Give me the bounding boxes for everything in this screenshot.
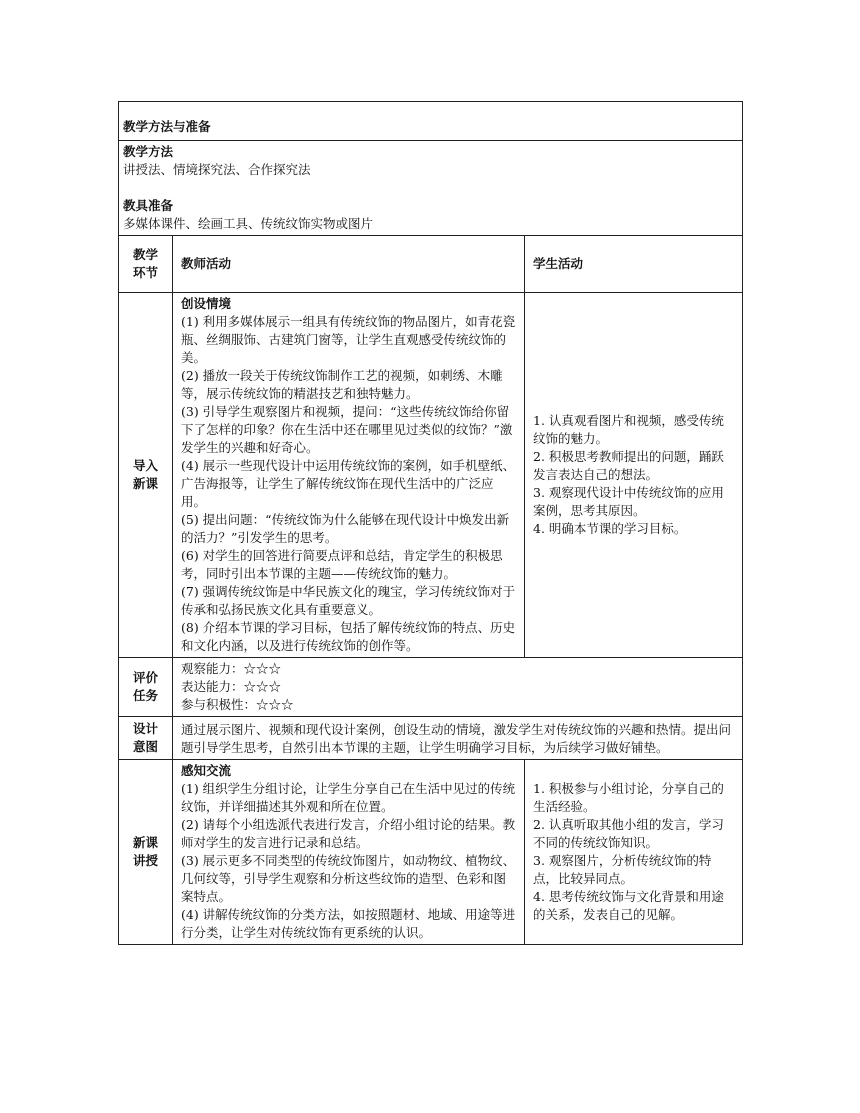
intro-stage-line1: 导入 (132, 458, 158, 473)
teacher-header: 教师活动 (173, 236, 525, 293)
intro-teacher-step: (5) 提出问题：“传统纹饰为什么能够在现代设计中焕发出新的活力？”引发学生的思考。 (181, 512, 510, 545)
lesson-plan-table (118, 101, 743, 945)
design-stage (119, 717, 173, 760)
student-header: 学生活动 (525, 236, 743, 293)
intro-teacher-step: (8) 介绍本节课的学习目标，包括了解传统纹饰的特点、历史和文化内涵，以及进行传统纹饰的创作等。 (181, 620, 516, 653)
newlesson-row (119, 760, 743, 945)
intro-teacher-step: (7) 强调传统纹饰是中华民族文化的瑰宝，学习传统纹饰对于传承和弘扬民族文化具有重要意义。 (181, 584, 516, 617)
newlesson-stage-line2: 讲授 (132, 853, 158, 868)
intro-teacher-cell (173, 293, 525, 658)
intro-stage-line2: 新课 (132, 476, 158, 491)
intro-title: 创设情境 (181, 296, 232, 311)
intro-teacher-step: (6) 对学生的回答进行简要点评和总结，肯定学生的积极思考，同时引出本节课的主题——传统纹饰的魅力。 (181, 548, 503, 581)
stage-header (119, 236, 173, 293)
method-text: 讲授法、情境探究法、合作探究法 (123, 162, 311, 177)
intro-teacher-step: (1) 利用多媒体展示一组具有传统纹饰的物品图片，如青花瓷瓶、丝绸服饰、古建筑门窗等，让学生直观感受传统纹饰的美。 (181, 314, 516, 365)
design-stage-line2: 意图 (132, 739, 158, 754)
methods-row (119, 141, 743, 236)
evaluation-cell (173, 658, 743, 717)
stage-header-line1: 教学 (132, 247, 158, 262)
intro-student-item: 2. 积极思考教师提出的问题，踊跃发言表达自己的想法。 (533, 449, 724, 482)
design-stage-line1: 设计 (132, 721, 158, 736)
intro-row (119, 293, 743, 658)
intro-student-item: 3. 观察现代设计中传统纹饰的应用案例，思考其原因。 (533, 485, 724, 518)
newlesson-teacher-step: (4) 讲解传统纹饰的分类方法，如按照题材、地域、用途等进行分类，让学生对传统纹饰有更系统的认识。 (181, 907, 516, 940)
evaluation-stage (119, 658, 173, 717)
intro-teacher-step: (3) 引导学生观察图片和视频，提问：“这些传统纹饰给你留下了怎样的印象？你在生活中还在哪里见过类似的纹饰？”激发学生的兴趣和好奇心。 (181, 404, 513, 455)
intro-student-cell (525, 293, 743, 658)
column-header-row (119, 236, 743, 293)
methods-cell (119, 141, 743, 236)
newlesson-teacher-cell (173, 760, 525, 945)
evaluation-stage-line2: 任务 (132, 688, 158, 703)
method-label: 教学方法 (123, 144, 174, 159)
newlesson-student-cell (525, 760, 743, 945)
intro-teacher-step: (4) 展示一些现代设计中运用传统纹饰的案例，如手机壁纸、广告海报等，让学生了解传统纹饰在现代生活中的广泛应用。 (181, 458, 516, 509)
newlesson-stage (119, 760, 173, 945)
evaluation-item: 参与积极性：☆☆☆ (181, 697, 294, 712)
evaluation-item: 表达能力：☆☆☆ (181, 679, 282, 694)
spacer (123, 179, 738, 197)
evaluation-item: 观察能力：☆☆☆ (181, 661, 282, 676)
newlesson-stage-line1: 新课 (132, 835, 158, 850)
intro-student-item: 4. 明确本节课的学习目标。 (533, 521, 687, 536)
section-title: 教学方法与准备 (119, 102, 743, 141)
design-cell: 通过展示图片、视频和现代设计案例，创设生动的情境，激发学生对传统纹饰的兴趣和热情。提出问题引导学生思考，自然引出本节课的主题，让学生明确学习目标，为后续学习做好铺垫。 (173, 717, 743, 760)
evaluation-stage-line1: 评价 (132, 670, 158, 685)
stage-header-line2: 环节 (132, 265, 158, 280)
newlesson-student-item: 2. 认真听取其他小组的发言，学习不同的传统纹饰知识。 (533, 817, 724, 850)
newlesson-student-item: 1. 积极参与小组讨论，分享自己的生活经验。 (533, 781, 724, 814)
intro-student-item: 1. 认真观看图片和视频，感受传统纹饰的魅力。 (533, 413, 724, 446)
tools-label: 教具准备 (123, 198, 174, 213)
newlesson-teacher-step: (3) 展示更多不同类型的传统纹饰图片，如动物纹、植物纹、几何纹等，引导学生观察和分析这些纹饰的造型、色彩和图案特点。 (181, 853, 516, 904)
newlesson-title: 感知交流 (181, 763, 232, 778)
newlesson-teacher-step: (2) 请每个小组选派代表进行发言，介绍小组讨论的结果。教师对学生的发言进行记录和总结。 (181, 817, 516, 850)
evaluation-row (119, 658, 743, 717)
newlesson-teacher-step: (1) 组织学生分组讨论，让学生分享自己在生活中见过的传统纹饰，并详细描述其外观和所在位置。 (181, 781, 516, 814)
intro-teacher-step: (2) 播放一段关于传统纹饰制作工艺的视频，如刺绣、木雕等，展示传统纹饰的精湛技艺和独特魅力。 (181, 368, 503, 401)
newlesson-student-item: 4. 思考传统纹饰与文化背景和用途的关系，发表自己的见解。 (533, 889, 724, 922)
tools-text: 多媒体课件、绘画工具、传统纹饰实物或图片 (123, 216, 374, 231)
newlesson-student-item: 3. 观察图片，分析传统纹饰的特点，比较异同点。 (533, 853, 712, 886)
methods-title-row (119, 102, 743, 141)
design-row (119, 717, 743, 760)
intro-stage (119, 293, 173, 658)
